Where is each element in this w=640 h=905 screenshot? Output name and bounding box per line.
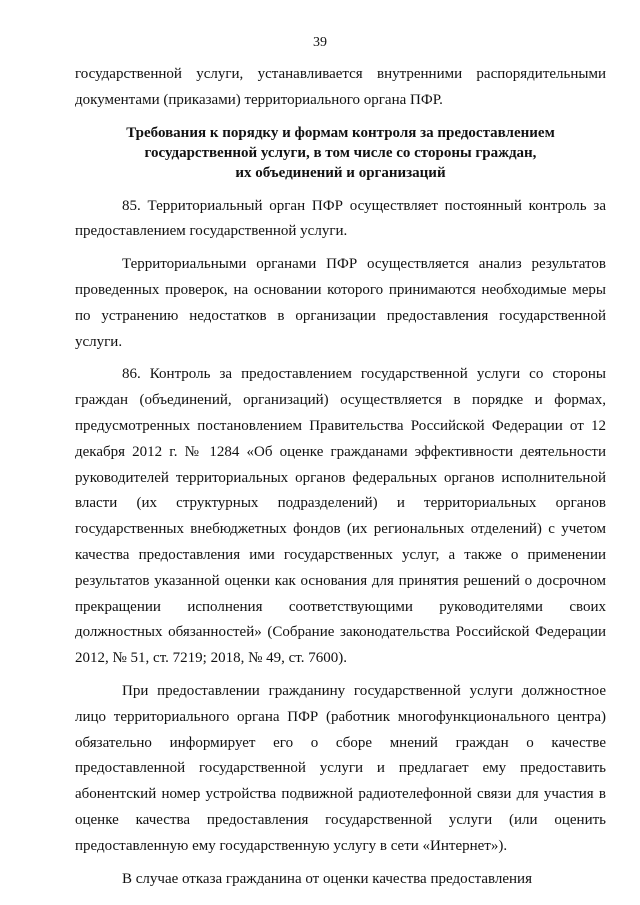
heading-line-3: их объединений и организаций <box>235 164 446 181</box>
paragraph-86: 86. Контроль за предоставлением государственной услуги со стороны граждан (объединений, организаций) осуществляется в порядке и формах, предусмотренных постановлением Правительства Российской Федерации от 12 декабря 2012 г. № 1284 «Об оценке гражданами эффективности деятельности руководителей территориальных органов федеральных органов исполнительной власти (их структурных подразделений) и территориальных органов государственных внебюджетных фондов (их региональных отделений) с учетом качества предоставления ими государственных услуг, а также о применении результатов указанной оценки как основания для принятия решений о досрочном прекращении исполнения соответствующими руководителями своих должностных обязанностей» (Собрание законодательства Российской Федерации 2012, № 51, ст. 7219; 2018, № 49, ст. 7600). <box>75 366 606 667</box>
heading-line-2: государственной услуги, в том числе со стороны граждан, <box>144 144 537 161</box>
page-number: 39 <box>313 35 327 50</box>
document-body <box>75 62 606 892</box>
paragraph-analysis: Территориальными органами ПФР осуществляется анализ результатов проведенных проверок, на основании которого принимаются необходимые меры по устранению недостатков в организации предоставления государственной услуги. <box>75 256 606 350</box>
heading-line-1: Требования к порядку и формам контроля за предоставлением <box>126 124 555 141</box>
paragraph-refusal: В случае отказа гражданина от оценки качества предоставления <box>122 870 532 887</box>
paragraph-85: 85. Территориальный орган ПФР осуществляет постоянный контроль за предоставлением государственной услуги. <box>75 197 606 240</box>
section-heading <box>75 123 606 183</box>
continuation-paragraph: государственной услуги, устанавливается внутренними распорядительными документами (приказами) территориального органа ПФР. <box>75 66 606 108</box>
paragraph-citizen-notice: При предоставлении гражданину государственной услуги должностное лицо территориального органа ПФР (работник многофункционального центра) обязательно информирует его о сборе мнений граждан о качестве предоставленной государственной услуги и предлагает ему предоставить абонентский номер устройства подвижной радиотелефонной связи для участия в оценке качества предоставления государственной услуги (или оценить предоставленную ему государственную услугу в сети «Интернет»). <box>75 682 606 854</box>
